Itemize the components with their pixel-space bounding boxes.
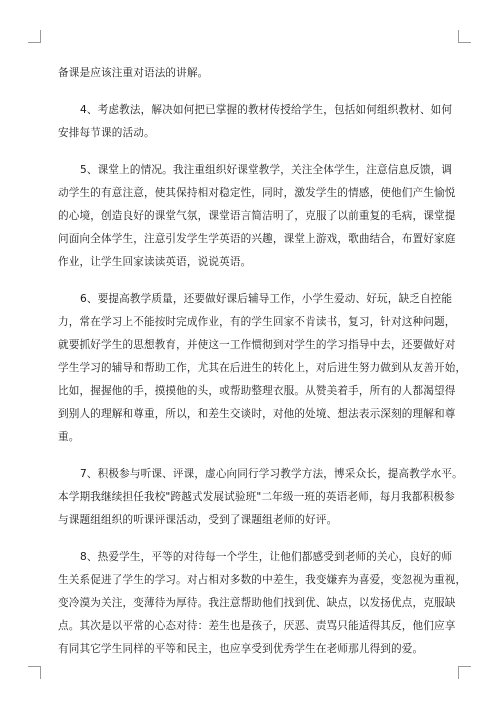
paragraph xyxy=(58,463,463,532)
text-line: 有同其它学生同样的平等和民主，也应享受到优秀学生在老师那儿得到的爱。 xyxy=(58,643,424,655)
crop-mark-bottom-right xyxy=(458,666,471,679)
text-line: 到别人的理解和尊重，所以，和差生交谈时，对他的处境、想法表示深刻的理解和尊 xyxy=(58,408,456,420)
text-line: 比如，握握他的手，摸摸他的头，或帮助整理衣服。从赞美着手，所有的人都渴望得 xyxy=(58,385,456,397)
text-line: 点。其次是以平常的心态对待：差生也是孩子，厌恶、责骂只能适得其反，他们应享 xyxy=(58,620,456,632)
text-line: 生关系促进了学生的学习。对占相对多数的中差生，我变嫌弃为喜爱，变忽视为重视， xyxy=(58,574,467,586)
text-line: 动学生的有意注意，使其保持相对稳定性，同时，激发学生的情感，使他们产生愉悦 xyxy=(58,187,456,199)
paragraph xyxy=(58,288,467,449)
text-line: 问面向全体学生，注意引发学生学英语的兴趣，课堂上游戏，歌曲结合，布置好家庭 xyxy=(58,233,456,245)
paragraph xyxy=(58,159,456,274)
text-line: 力，常在学习上不能按时完成作业，有的学生回家不肯读书，复习，针对这种问题， xyxy=(58,316,456,328)
crop-mark-top-left xyxy=(28,30,41,43)
text-line: 4、考虑教法，解决如何把已掌握的教材传授给学生，包括如何组织教材、如何 xyxy=(80,104,453,116)
text-line: 安排每节课的活动。 xyxy=(58,127,155,139)
text-line: 学生学习的辅导和帮助工作，尤其在后进生的转化上，对后进生努力做到从友善开始， xyxy=(58,362,467,374)
text-line: 重。 xyxy=(58,431,80,443)
text-line: 备课是应该注重对语法的讲解。 xyxy=(58,67,209,79)
document-body xyxy=(58,62,467,661)
text-line: 5、课堂上的情况。我注重组织好课堂教学，关注全体学生，注意信息反馈，调 xyxy=(80,164,453,176)
paragraph xyxy=(58,62,442,85)
crop-mark-bottom-left xyxy=(28,666,41,679)
text-line: 作业，让学生回家读读英语，说说英语。 xyxy=(58,256,252,268)
text-line: 8、热爱学生，平等的对待每一个学生，让他们都感受到老师的关心，良好的师 xyxy=(80,551,453,563)
text-line: 7、积极参与听课、评课，虚心向同行学习教学方法，博采众长，提高教学水平。 xyxy=(80,468,463,480)
text-line: 与课题组组织的听课评课活动，受到了课题组老师的好评。 xyxy=(58,514,338,526)
crop-mark-top-right xyxy=(458,30,471,43)
text-line: 变冷漠为关注，变薄待为厚待。我注意帮助他们找到优、缺点，以发扬优点，克服缺 xyxy=(58,597,456,609)
paragraph xyxy=(58,99,453,145)
text-line: 的心境，创造良好的课堂气氛，课堂语言简洁明了，克服了以前重复的毛病，课堂提 xyxy=(58,210,456,222)
paragraph xyxy=(58,546,467,661)
text-line: 6、要提高教学质量，还要做好课后辅导工作，小学生爱动、好玩，缺乏自控能 xyxy=(80,293,453,305)
text-line: 本学期我继续担任我校"跨越式发展试验班"二年级一班的英语老师，每月我都积极参 xyxy=(58,491,455,503)
text-line: 就要抓好学生的思想教育，并使这一工作惯彻到对学生的学习指导中去，还要做好对 xyxy=(58,339,456,351)
